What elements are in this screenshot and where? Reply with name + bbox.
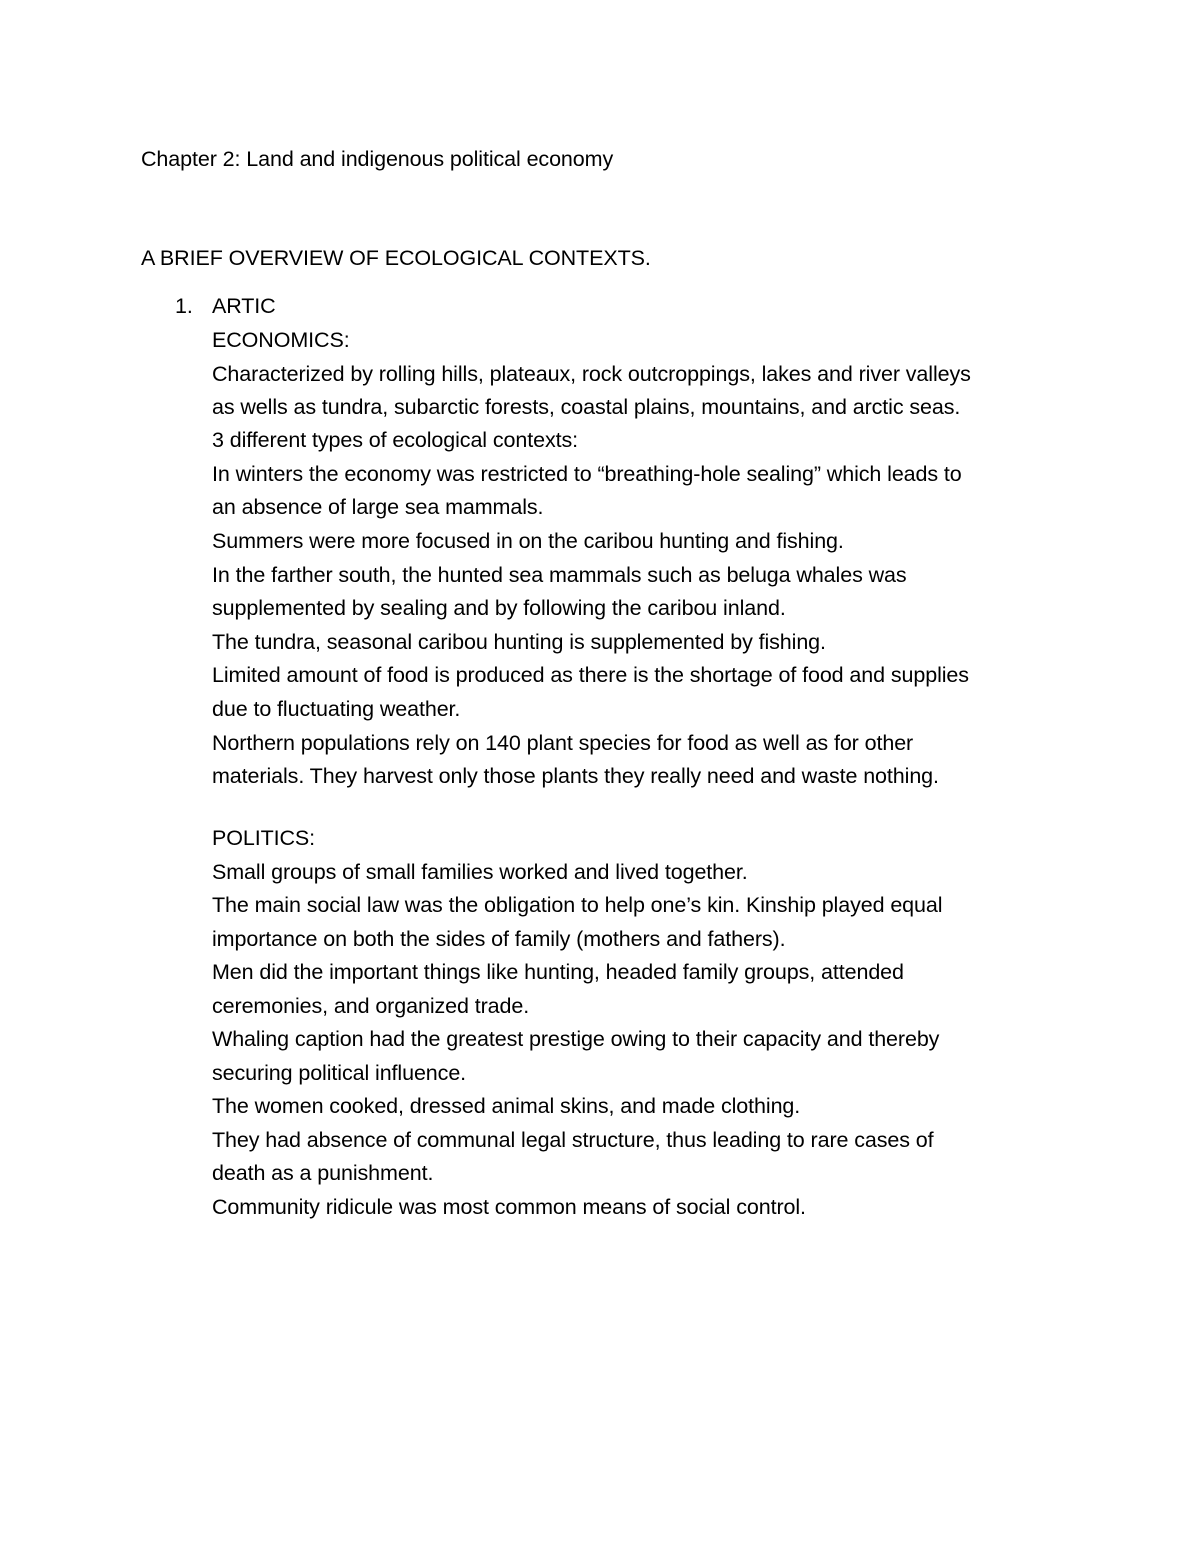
body-line: Limited amount of food is produced as there is the shortage of food and supplies bbox=[212, 663, 969, 687]
body-line: Summers were more focused in on the caribou hunting and fishing. bbox=[212, 529, 844, 553]
body-line: Community ridicule was most common means of social control. bbox=[212, 1195, 806, 1219]
body-line: due to fluctuating weather. bbox=[212, 697, 461, 721]
overview-heading: A BRIEF OVERVIEW OF ECOLOGICAL CONTEXTS. bbox=[141, 246, 651, 270]
body-line: securing political influence. bbox=[212, 1061, 467, 1085]
section-heading-artic: ARTIC bbox=[212, 294, 276, 318]
body-line: They had absence of communal legal structure, thus leading to rare cases of bbox=[212, 1128, 934, 1152]
body-line: materials. They harvest only those plants they really need and waste nothing. bbox=[212, 764, 939, 788]
body-line: 3 different types of ecological contexts: bbox=[212, 428, 578, 452]
chapter-title: Chapter 2: Land and indigenous political economy bbox=[141, 147, 614, 171]
subheading-economics: ECONOMICS: bbox=[212, 328, 350, 352]
body-line: as wells as tundra, subarctic forests, coastal plains, mountains, and arctic seas. bbox=[212, 395, 961, 419]
body-line: The women cooked, dressed animal skins, and made clothing. bbox=[212, 1094, 801, 1118]
body-line: death as a punishment. bbox=[212, 1161, 434, 1185]
body-line: Whaling caption had the greatest prestige owing to their capacity and thereby bbox=[212, 1027, 940, 1051]
body-line: Small groups of small families worked and lived together. bbox=[212, 860, 748, 884]
body-line: Men did the important things like hunting, headed family groups, attended bbox=[212, 960, 904, 984]
body-line: an absence of large sea mammals. bbox=[212, 495, 544, 519]
body-line: In winters the economy was restricted to “breathing-hole sealing” which leads to bbox=[212, 462, 962, 486]
body-line: ceremonies, and organized trade. bbox=[212, 994, 530, 1018]
body-line: The tundra, seasonal caribou hunting is supplemented by fishing. bbox=[212, 630, 826, 654]
body-line: Northern populations rely on 140 plant species for food as well as for other bbox=[212, 731, 914, 755]
body-line: The main social law was the obligation to help one’s kin. Kinship played equal bbox=[212, 893, 943, 917]
body-line: supplemented by sealing and by following the caribou inland. bbox=[212, 596, 786, 620]
subheading-politics: POLITICS: bbox=[212, 826, 316, 850]
body-line: importance on both the sides of family (mothers and fathers). bbox=[212, 927, 786, 951]
body-line: Characterized by rolling hills, plateaux, rock outcroppings, lakes and river valleys bbox=[212, 362, 971, 386]
body-line: In the farther south, the hunted sea mammals such as beluga whales was bbox=[212, 563, 907, 587]
list-number: 1. bbox=[175, 294, 193, 318]
